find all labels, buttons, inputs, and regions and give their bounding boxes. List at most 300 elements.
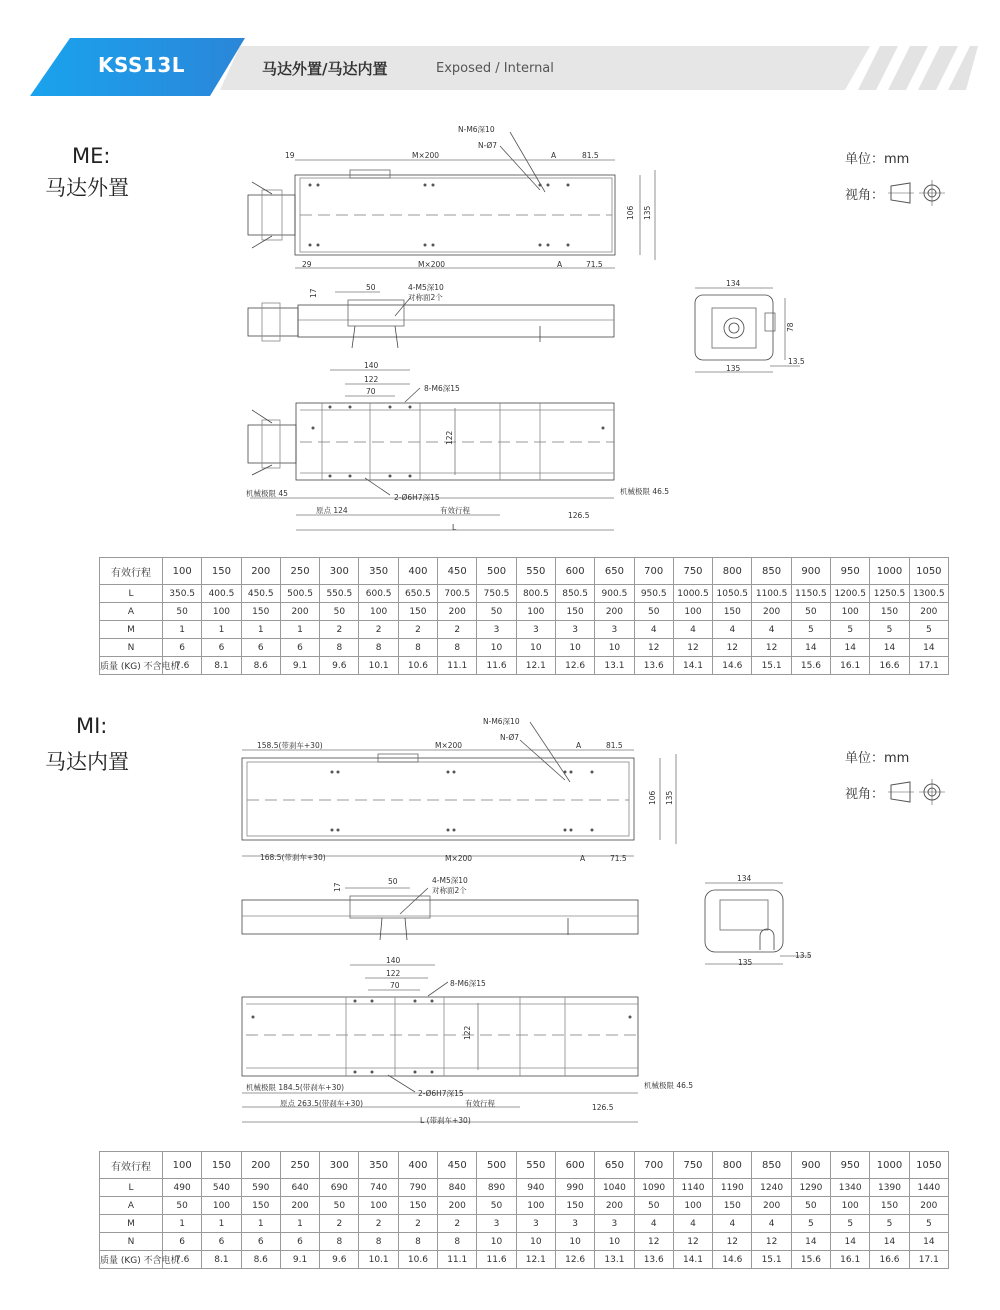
mi-dim-m5-sym: 对称面2个: [432, 886, 467, 895]
table-cell: 500.5: [280, 585, 319, 603]
mi-dim-top-left: 158.5(带刹车+30): [257, 741, 323, 750]
table-cell: 3: [477, 1215, 516, 1233]
table-cell: 600: [555, 1152, 594, 1179]
table-cell: 12: [673, 639, 712, 657]
row-header-cell: N: [100, 1233, 163, 1251]
table-cell: 900.5: [595, 585, 634, 603]
table-cell: 1090: [634, 1179, 673, 1197]
table-row: [100, 621, 949, 639]
me-name: 马达外置: [45, 176, 129, 200]
me-dim-a-bottom: A: [557, 260, 563, 269]
table-row: [100, 1215, 949, 1233]
row-header-cell: L: [100, 1179, 163, 1197]
table-cell: 1300.5: [909, 585, 948, 603]
table-cell: 1: [280, 621, 319, 639]
mi-view-label: 视角：: [845, 787, 885, 802]
mi-limit-right: 机械极限 46.5: [644, 1081, 694, 1090]
table-cell: 12: [752, 1233, 791, 1251]
mi-dim-m5: 4-M5深10: [432, 876, 468, 885]
table-cell: 14: [791, 1233, 830, 1251]
table-cell: 900: [791, 558, 830, 585]
table-cell: 250: [280, 558, 319, 585]
table-cell: 1390: [870, 1179, 909, 1197]
table-cell: 14: [791, 639, 830, 657]
table-cell: 14: [870, 1233, 909, 1251]
table-cell: 11.1: [438, 1251, 477, 1269]
mi-limit-left: 机械极限 184.5(带刹车+30): [246, 1083, 345, 1092]
table-row: [100, 1179, 949, 1197]
table-cell: 14: [831, 1233, 870, 1251]
table-cell: 12: [713, 639, 752, 657]
table-cell: 12: [634, 1233, 673, 1251]
row-header-cell: 质量 (KG) 不含电机: [100, 657, 163, 675]
table-cell: 100: [202, 1197, 241, 1215]
me-dim-135b: 135: [726, 364, 741, 373]
me-dim-L: L: [452, 523, 457, 532]
mi-technical-drawing: [0, 710, 1000, 1140]
table-cell: 150: [241, 603, 280, 621]
mi-dim-50: 50: [388, 877, 398, 886]
table-cell: 5: [831, 621, 870, 639]
mi-dim-815: 81.5: [606, 741, 623, 750]
table-cell: 9.1: [280, 1251, 319, 1269]
mi-dim-6h7: 2-Ø6H7深15: [418, 1089, 464, 1098]
table-cell: 10: [516, 1233, 555, 1251]
table-cell: 650: [595, 1152, 634, 1179]
table-cell: 350.5: [163, 585, 202, 603]
table-cell: 1000.5: [673, 585, 712, 603]
mi-dim-a-top: A: [576, 741, 582, 750]
mi-code: MI:: [76, 714, 108, 738]
mi-dim-70: 70: [390, 981, 400, 990]
page-header: [0, 0, 1000, 120]
row-header-cell: 质量 (KG) 不含电机: [100, 1251, 163, 1269]
table-cell: 3: [595, 621, 634, 639]
table-cell: 750: [673, 558, 712, 585]
table-cell: 150: [241, 1197, 280, 1215]
table-cell: 850: [752, 1152, 791, 1179]
table-cell: 15.6: [791, 1251, 830, 1269]
table-cell: 1: [241, 1215, 280, 1233]
table-cell: 790: [398, 1179, 437, 1197]
table-cell: 8.1: [202, 1251, 241, 1269]
table-cell: 550.5: [320, 585, 359, 603]
table-cell: 4: [713, 1215, 752, 1233]
table-cell: 10.1: [359, 1251, 398, 1269]
table-cell: 200: [752, 603, 791, 621]
table-cell: 1000: [870, 558, 909, 585]
table-cell: 14.6: [713, 657, 752, 675]
table-cell: 10.6: [398, 1251, 437, 1269]
table-cell: 100: [359, 1197, 398, 1215]
mi-dim-135: 135: [665, 790, 674, 805]
me-dim-50: 50: [366, 283, 376, 292]
table-cell: 8: [398, 639, 437, 657]
mi-unit: 单位：mm: [845, 751, 910, 766]
mi-dim-715: 71.5: [610, 854, 627, 863]
table-cell: 650.5: [398, 585, 437, 603]
table-cell: 7.6: [163, 657, 202, 675]
table-cell: 6: [163, 639, 202, 657]
table-cell: 100: [163, 558, 202, 585]
me-code: ME:: [72, 144, 111, 168]
table-cell: 1050: [909, 558, 948, 585]
table-cell: 4: [634, 1215, 673, 1233]
table-cell: 3: [595, 1215, 634, 1233]
table-cell: 200: [909, 1197, 948, 1215]
table-cell: 150: [713, 603, 752, 621]
table-cell: 350: [359, 558, 398, 585]
table-cell: 15.6: [791, 657, 830, 675]
table-cell: 10: [595, 639, 634, 657]
mi-dim-nd7: N-Ø7: [500, 733, 519, 742]
table-cell: 800: [713, 1152, 752, 1179]
mi-dim-106: 106: [648, 790, 657, 805]
table-cell: 12: [673, 1233, 712, 1251]
table-cell: 50: [791, 1197, 830, 1215]
table-cell: 800.5: [516, 585, 555, 603]
title-english: Exposed / Internal: [436, 61, 554, 76]
table-cell: 50: [163, 1197, 202, 1215]
table-cell: 16.1: [831, 1251, 870, 1269]
table-cell: 14.1: [673, 1251, 712, 1269]
table-cell: 450: [438, 1152, 477, 1179]
table-cell: 450: [438, 558, 477, 585]
table-cell: 200: [909, 603, 948, 621]
table-cell: 800: [713, 558, 752, 585]
me-dim-6h7: 2-Ø6H7深15: [394, 493, 440, 502]
table-cell: 8: [359, 1233, 398, 1251]
table-cell: 9.6: [320, 1251, 359, 1269]
mi-dim-bottom-left: 168.5(带刹车+30): [260, 853, 326, 862]
table-cell: 17.1: [909, 657, 948, 675]
table-cell: 16.6: [870, 657, 909, 675]
me-dim-122: 122: [364, 375, 379, 384]
table-cell: 14.6: [713, 1251, 752, 1269]
table-cell: 150: [555, 1197, 594, 1215]
table-cell: 14: [831, 639, 870, 657]
table-cell: 5: [870, 621, 909, 639]
table-cell: 50: [791, 603, 830, 621]
table-cell: 5: [909, 1215, 948, 1233]
table-cell: 950: [831, 1152, 870, 1179]
me-dim-134: 134: [726, 279, 741, 288]
table-cell: 6: [202, 639, 241, 657]
table-cell: 50: [163, 603, 202, 621]
table-cell: 3: [555, 621, 594, 639]
table-cell: 150: [398, 603, 437, 621]
me-dim-135s: 13.5: [788, 357, 805, 366]
me-dim-m200-top: M×200: [412, 151, 440, 160]
table-cell: 840: [438, 1179, 477, 1197]
mi-origin: 原点 263.5(带刹车+30): [280, 1099, 364, 1108]
table-cell: 590: [241, 1179, 280, 1197]
table-cell: 1100.5: [752, 585, 791, 603]
me-dim-m6: 8-M6深15: [424, 384, 460, 393]
table-cell: 8: [398, 1233, 437, 1251]
table-cell: 3: [516, 1215, 555, 1233]
table-cell: 2: [359, 1215, 398, 1233]
table-cell: 950: [831, 558, 870, 585]
me-dim-78: 78: [786, 322, 795, 332]
table-cell: 8.6: [241, 1251, 280, 1269]
table-cell: 750.5: [477, 585, 516, 603]
table-cell: 3: [516, 621, 555, 639]
table-cell: 100: [516, 603, 555, 621]
me-dim-715: 71.5: [586, 260, 603, 269]
table-cell: 200: [438, 603, 477, 621]
table-cell: 100: [673, 1197, 712, 1215]
table-row: [100, 657, 949, 675]
table-cell: 200: [438, 1197, 477, 1215]
me-dim-m5: 4-M5深10: [408, 283, 444, 292]
me-dim-122v: 122: [445, 430, 454, 445]
table-cell: 2: [438, 621, 477, 639]
table-cell: 12.1: [516, 657, 555, 675]
table-cell: 13.1: [595, 1251, 634, 1269]
table-cell: 16.1: [831, 657, 870, 675]
table-cell: 12: [634, 639, 673, 657]
table-cell: 890: [477, 1179, 516, 1197]
mi-dim-134: 134: [737, 874, 752, 883]
table-cell: 1: [163, 621, 202, 639]
table-cell: 550: [516, 1152, 555, 1179]
me-dim-140: 140: [364, 361, 379, 370]
table-cell: 4: [752, 1215, 791, 1233]
table-cell: 50: [320, 603, 359, 621]
table-header-row: [100, 558, 949, 585]
table-cell: 1: [241, 621, 280, 639]
table-cell: 1: [163, 1215, 202, 1233]
table-cell: 150: [202, 558, 241, 585]
table-cell: 400.5: [202, 585, 241, 603]
table-cell: 12.6: [555, 1251, 594, 1269]
table-cell: 500: [477, 558, 516, 585]
table-cell: 100: [673, 603, 712, 621]
me-dim-70: 70: [366, 387, 376, 396]
table-cell: 400: [398, 558, 437, 585]
table-cell: 50: [634, 603, 673, 621]
table-cell: 2: [438, 1215, 477, 1233]
table-cell: 450.5: [241, 585, 280, 603]
table-cell: 300: [320, 1152, 359, 1179]
row-header-cell: L: [100, 585, 163, 603]
table-cell: 2: [398, 1215, 437, 1233]
mi-stroke: 有效行程: [465, 1099, 495, 1108]
mi-dim-a-bottom: A: [580, 854, 586, 863]
table-cell: 14: [870, 639, 909, 657]
table-cell: 500: [477, 1152, 516, 1179]
me-dim-815: 81.5: [582, 151, 599, 160]
table-cell: 10: [477, 639, 516, 657]
table-cell: 200: [241, 1152, 280, 1179]
table-cell: 1200.5: [831, 585, 870, 603]
mi-dim-1265: 126.5: [592, 1103, 614, 1112]
table-cell: 5: [791, 1215, 830, 1233]
table-cell: 700: [634, 1152, 673, 1179]
table-cell: 540: [202, 1179, 241, 1197]
table-cell: 14: [909, 1233, 948, 1251]
table-cell: 150: [202, 1152, 241, 1179]
table-cell: 1150.5: [791, 585, 830, 603]
row-header-cell: N: [100, 639, 163, 657]
table-cell: 400: [398, 1152, 437, 1179]
me-dim-m5-sym: 对称面2个: [408, 293, 443, 302]
table-row: [100, 603, 949, 621]
model-name: KSS13L: [98, 53, 185, 77]
mi-dim-m6: 8-M6深15: [450, 979, 486, 988]
me-technical-drawing: [0, 120, 1000, 540]
table-row: [100, 585, 949, 603]
table-cell: 8: [320, 1233, 359, 1251]
table-cell: 100: [359, 603, 398, 621]
mi-dim-m200-bottom: M×200: [445, 854, 473, 863]
table-cell: 12: [752, 639, 791, 657]
table-cell: 990: [555, 1179, 594, 1197]
me-limit-left: 机械极限 45: [246, 489, 288, 498]
table-cell: 6: [280, 1233, 319, 1251]
me-spec-table: [99, 557, 949, 675]
table-cell: 1050.5: [713, 585, 752, 603]
table-cell: 2: [320, 621, 359, 639]
mi-spec-table: [99, 1151, 949, 1269]
table-cell: 200: [241, 558, 280, 585]
table-cell: 4: [752, 621, 791, 639]
mi-dim-135s: 13.5: [795, 951, 812, 960]
mi-dim-135b: 135: [738, 958, 753, 967]
table-cell: 150: [713, 1197, 752, 1215]
me-dim-a-top: A: [551, 151, 557, 160]
table-cell: 490: [163, 1179, 202, 1197]
table-cell: 11.6: [477, 1251, 516, 1269]
table-cell: 10: [595, 1233, 634, 1251]
table-cell: 11.1: [438, 657, 477, 675]
table-cell: 50: [634, 1197, 673, 1215]
mi-dim-122: 122: [386, 969, 401, 978]
me-unit: 单位：mm: [845, 152, 910, 167]
table-cell: 850: [752, 558, 791, 585]
table-cell: 1140: [673, 1179, 712, 1197]
table-cell: 10: [555, 1233, 594, 1251]
table-row: [100, 639, 949, 657]
table-row: [100, 1197, 949, 1215]
me-dim-nd7: N-Ø7: [478, 141, 497, 150]
table-cell: 9.1: [280, 657, 319, 675]
table-header-row: [100, 1152, 949, 1179]
table-cell: 14.1: [673, 657, 712, 675]
table-cell: 3: [555, 1215, 594, 1233]
table-cell: 1250.5: [870, 585, 909, 603]
table-cell: 550: [516, 558, 555, 585]
table-cell: 9.6: [320, 657, 359, 675]
table-cell: 10: [477, 1233, 516, 1251]
table-cell: 700.5: [438, 585, 477, 603]
table-cell: 740: [359, 1179, 398, 1197]
mi-dim-nm6: N-M6深10: [483, 717, 520, 726]
table-cell: 8: [320, 639, 359, 657]
title-chinese: 马达外置/马达内置: [262, 60, 388, 78]
me-limit-right: 机械极限 46.5: [620, 487, 670, 496]
table-cell: 150: [398, 1197, 437, 1215]
table-cell: 900: [791, 1152, 830, 1179]
table-cell: 13.1: [595, 657, 634, 675]
table-cell: 10: [555, 639, 594, 657]
table-cell: 10.1: [359, 657, 398, 675]
me-view-label: 视角：: [845, 188, 885, 203]
table-cell: 50: [477, 1197, 516, 1215]
mi-dim-122v: 122: [463, 1025, 472, 1040]
me-dim-1265: 126.5: [568, 511, 590, 520]
table-cell: 1: [202, 1215, 241, 1233]
mi-dim-17: 17: [333, 882, 342, 892]
row-header-cell: A: [100, 1197, 163, 1215]
table-cell: 1050: [909, 1152, 948, 1179]
table-cell: 200: [280, 1197, 319, 1215]
table-cell: 12.6: [555, 657, 594, 675]
me-dim-m200-bottom: M×200: [418, 260, 446, 269]
table-cell: 1000: [870, 1152, 909, 1179]
table-cell: 100: [163, 1152, 202, 1179]
table-cell: 10: [516, 639, 555, 657]
table-cell: 100: [831, 1197, 870, 1215]
table-cell: 14: [909, 639, 948, 657]
table-cell: 2: [320, 1215, 359, 1233]
table-cell: 5: [909, 621, 948, 639]
table-cell: 2: [398, 621, 437, 639]
table-cell: 650: [595, 558, 634, 585]
table-cell: 5: [831, 1215, 870, 1233]
table-cell: 750: [673, 1152, 712, 1179]
table-cell: 150: [870, 603, 909, 621]
table-cell: 50: [320, 1197, 359, 1215]
me-dim-29: 29: [302, 260, 312, 269]
table-cell: 8: [359, 639, 398, 657]
me-dim-19: 19: [285, 151, 295, 160]
table-cell: 4: [634, 621, 673, 639]
table-cell: 6: [163, 1233, 202, 1251]
mi-name: 马达内置: [45, 750, 129, 774]
table-cell: 950.5: [634, 585, 673, 603]
row-header-cell: M: [100, 621, 163, 639]
table-cell: 13.6: [634, 657, 673, 675]
mi-dim-140: 140: [386, 956, 401, 965]
table-cell: 11.6: [477, 657, 516, 675]
table-cell: 6: [241, 1233, 280, 1251]
table-cell: 13.6: [634, 1251, 673, 1269]
table-cell: 6: [241, 639, 280, 657]
table-cell: 940: [516, 1179, 555, 1197]
table-cell: 6: [280, 639, 319, 657]
me-stroke: 有效行程: [440, 506, 470, 515]
table-cell: 4: [673, 1215, 712, 1233]
table-cell: 15.1: [752, 657, 791, 675]
table-cell: 17.1: [909, 1251, 948, 1269]
table-cell: 10.6: [398, 657, 437, 675]
table-cell: 850.5: [555, 585, 594, 603]
table-cell: 300: [320, 558, 359, 585]
row-header-cell: 有效行程: [100, 558, 163, 585]
table-cell: 1040: [595, 1179, 634, 1197]
table-cell: 15.1: [752, 1251, 791, 1269]
table-cell: 12: [713, 1233, 752, 1251]
mi-dim-L: L (带刹车+30): [420, 1116, 471, 1125]
table-cell: 150: [870, 1197, 909, 1215]
table-row: [100, 1251, 949, 1269]
row-header-cell: A: [100, 603, 163, 621]
table-cell: 1190: [713, 1179, 752, 1197]
table-cell: 1: [280, 1215, 319, 1233]
row-header-cell: 有效行程: [100, 1152, 163, 1179]
